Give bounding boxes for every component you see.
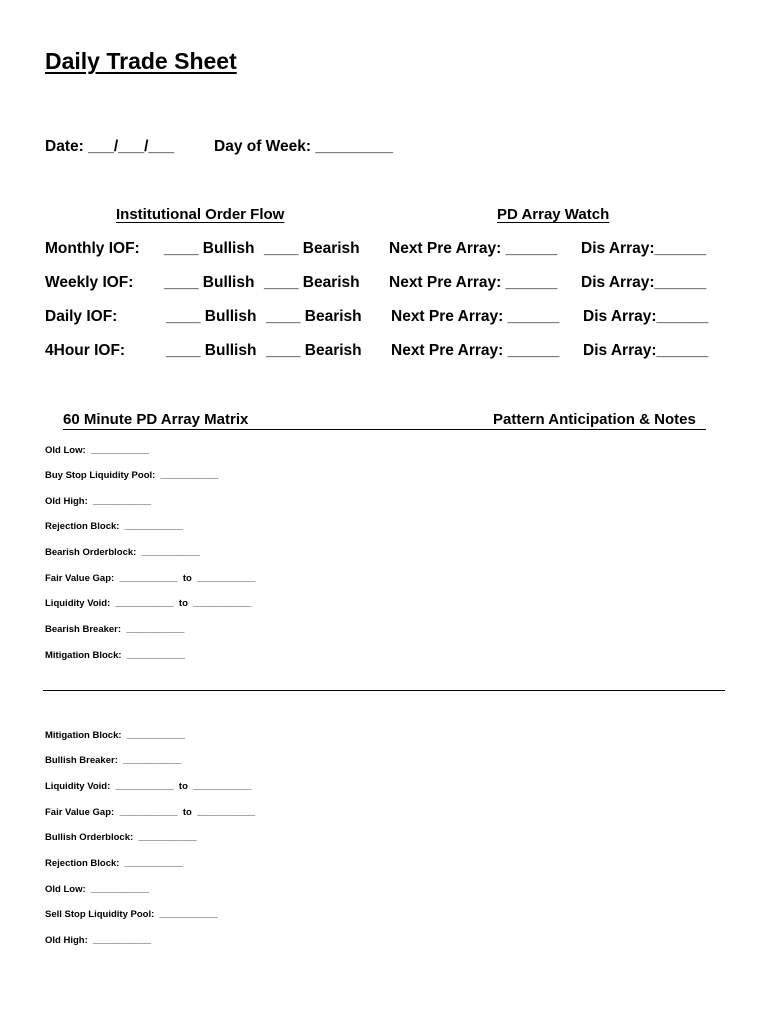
daily-dis-array-field[interactable]: Dis Array:______ bbox=[583, 308, 709, 325]
matrix-upper-item[interactable]: Liquidity Void: ___________ to ___________ bbox=[45, 598, 252, 609]
weekly-bullish-field[interactable]: ____ Bullish bbox=[164, 274, 255, 291]
weekly-dis-array-field[interactable]: Dis Array:______ bbox=[581, 274, 707, 291]
monthly-bearish-field[interactable]: ____ Bearish bbox=[264, 240, 360, 257]
matrix-header-rule bbox=[63, 429, 706, 430]
matrix-lower-item[interactable]: Old Low: ___________ bbox=[45, 884, 150, 895]
matrix-heading: 60 Minute PD Array Matrix bbox=[63, 411, 249, 428]
matrix-lower-item[interactable]: Old High: ___________ bbox=[45, 935, 152, 946]
4hour-iof-label: 4Hour IOF: bbox=[45, 342, 126, 359]
monthly-iof-label: Monthly IOF: bbox=[45, 240, 140, 257]
notes-heading: Pattern Anticipation & Notes bbox=[493, 411, 696, 428]
monthly-bullish-field[interactable]: ____ Bullish bbox=[164, 240, 255, 257]
4hour-dis-array-field[interactable]: Dis Array:______ bbox=[583, 342, 709, 359]
daily-bearish-field[interactable]: ____ Bearish bbox=[266, 308, 362, 325]
matrix-upper-item[interactable]: Fair Value Gap: ___________ to ___________ bbox=[45, 573, 256, 584]
matrix-upper-item[interactable]: Bearish Breaker: ___________ bbox=[45, 624, 185, 635]
day-of-week-field[interactable]: Day of Week: _________ bbox=[214, 138, 393, 155]
monthly-dis-array-field[interactable]: Dis Array:______ bbox=[581, 240, 707, 257]
daily-iof-label: Daily IOF: bbox=[45, 308, 118, 325]
matrix-upper-item[interactable]: Buy Stop Liquidity Pool: ___________ bbox=[45, 470, 219, 481]
section-divider bbox=[43, 690, 725, 691]
4hour-next-pre-array-field[interactable]: Next Pre Array: ______ bbox=[391, 342, 560, 359]
weekly-bearish-field[interactable]: ____ Bearish bbox=[264, 274, 360, 291]
4hour-bearish-field[interactable]: ____ Bearish bbox=[266, 342, 362, 359]
4hour-bullish-field[interactable]: ____ Bullish bbox=[166, 342, 257, 359]
iof-heading: Institutional Order Flow bbox=[116, 206, 285, 223]
matrix-lower-item[interactable]: Liquidity Void: ___________ to ___________ bbox=[45, 781, 252, 792]
daily-bullish-field[interactable]: ____ Bullish bbox=[166, 308, 257, 325]
matrix-lower-item[interactable]: Rejection Block: ___________ bbox=[45, 858, 183, 869]
matrix-lower-item[interactable]: Mitigation Block: ___________ bbox=[45, 730, 185, 741]
page-title: Daily Trade Sheet bbox=[45, 48, 237, 74]
matrix-lower-item[interactable]: Bullish Orderblock: ___________ bbox=[45, 832, 197, 843]
matrix-lower-item[interactable]: Fair Value Gap: ___________ to ___________ bbox=[45, 807, 256, 818]
pd-array-watch-heading: PD Array Watch bbox=[497, 206, 610, 223]
matrix-lower-item[interactable]: Bullish Breaker: ___________ bbox=[45, 755, 182, 766]
weekly-iof-label: Weekly IOF: bbox=[45, 274, 134, 291]
weekly-next-pre-array-field[interactable]: Next Pre Array: ______ bbox=[389, 274, 558, 291]
matrix-upper-item[interactable]: Bearish Orderblock: ___________ bbox=[45, 547, 200, 558]
matrix-upper-item[interactable]: Old Low: ___________ bbox=[45, 445, 150, 456]
daily-next-pre-array-field[interactable]: Next Pre Array: ______ bbox=[391, 308, 560, 325]
matrix-upper-item[interactable]: Mitigation Block: ___________ bbox=[45, 650, 185, 661]
monthly-next-pre-array-field[interactable]: Next Pre Array: ______ bbox=[389, 240, 558, 257]
matrix-upper-item[interactable]: Old High: ___________ bbox=[45, 496, 152, 507]
date-field[interactable]: Date: ___/___/___ bbox=[45, 138, 175, 155]
matrix-upper-item[interactable]: Rejection Block: ___________ bbox=[45, 521, 183, 532]
matrix-lower-item[interactable]: Sell Stop Liquidity Pool: ___________ bbox=[45, 909, 218, 920]
